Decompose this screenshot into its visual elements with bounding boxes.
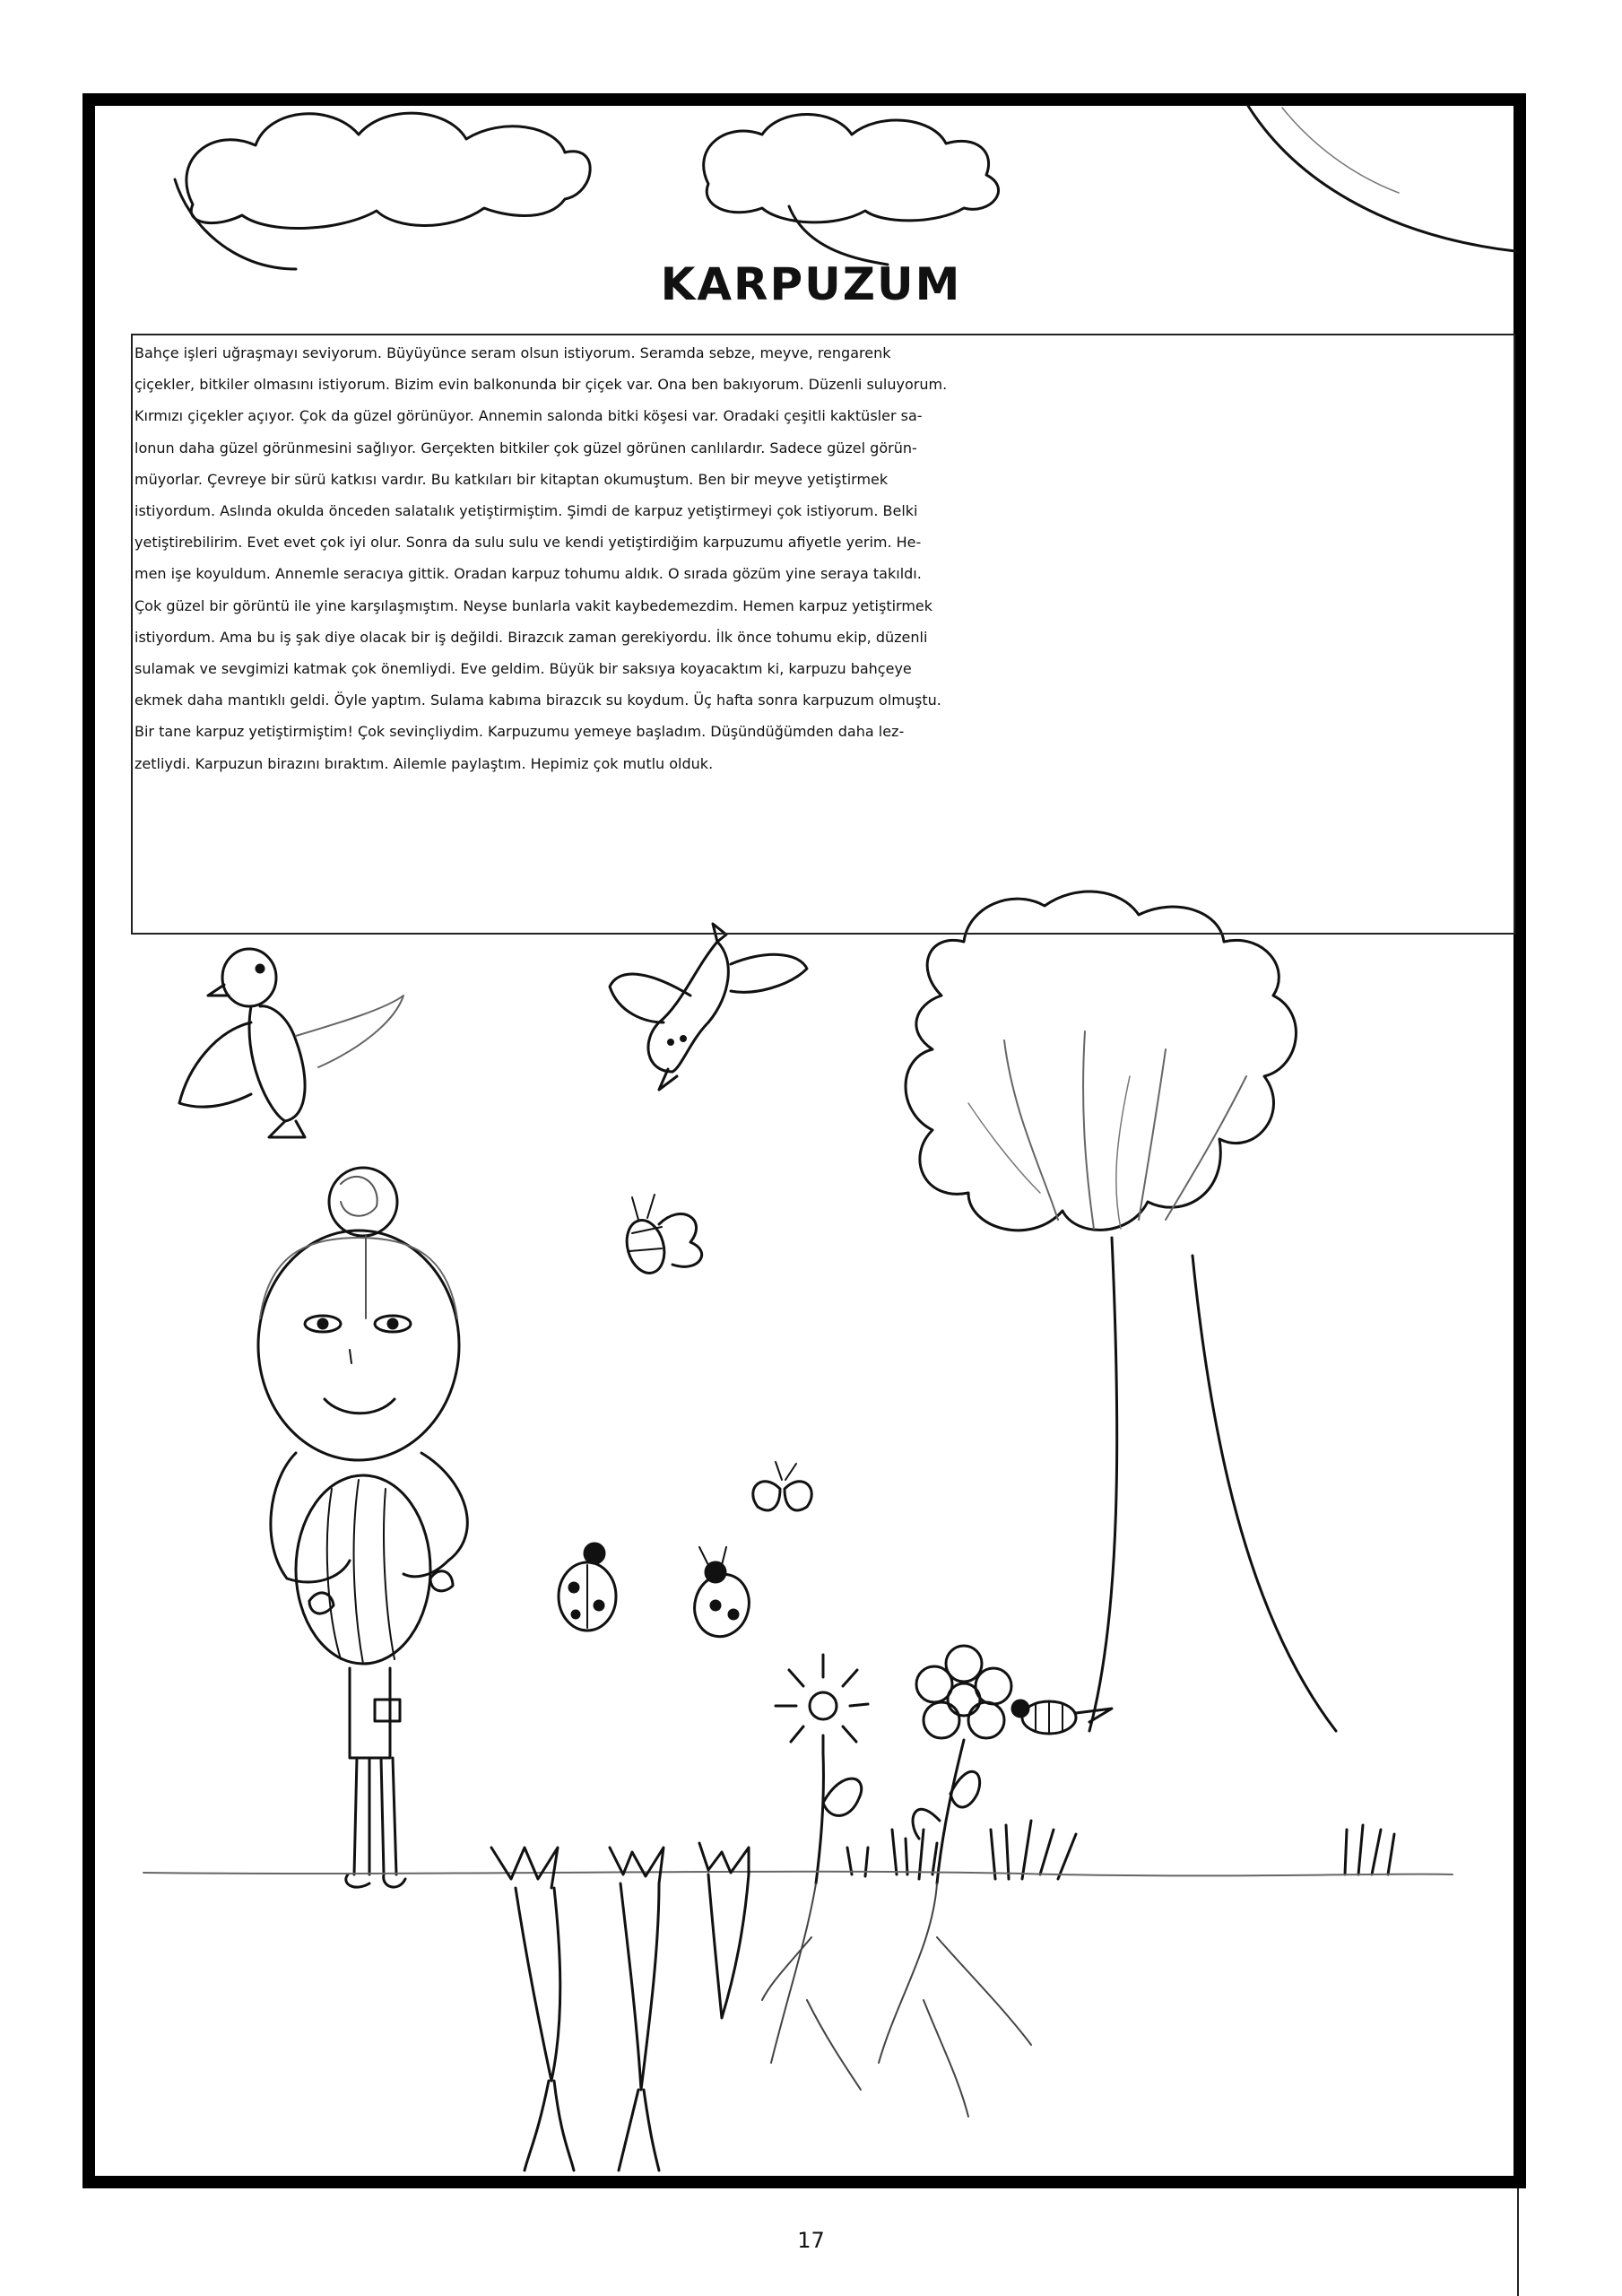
story-line: yetiştirebilirim. Evet evet çok iyi olur. Sonra da sulu sulu ve kendi yetiştirdiğim karpuzumu afiyetle yerim. He- [134,534,922,552]
bird-left [179,949,403,1137]
story-line: zetliydi. Karpuzun birazını bıraktım. Ailemle paylaştım. Hepimiz çok mutlu olduk. [134,754,714,772]
bee-top [621,1195,702,1277]
page-number: 17 [797,2228,825,2253]
sun-arc [1248,106,1515,251]
story-line: ekmek daha mantıklı geldi. Öyle yaptım. Sulama kabıma birazcık su koydum. Üç hafta sonra karpuzum olmuştu. [134,691,941,709]
story-line: Bahçe işleri uğraşmayı seviyorum. Büyüyünce seram olsun istiyorum. Seramda sebze, meyve, rengarenk [134,344,891,361]
flower-daisy [913,1646,1011,1883]
story-line: Çok güzel bir görüntü ile yine karşılaşmıştım. Neyse bunlarla vakit kaybedemezdim. Hemen karpuz yetiştirmek [134,596,933,614]
ground-line [143,1872,1453,1876]
flower-star [776,1655,868,1883]
butterfly [753,1462,811,1510]
page-title: KARPUZUM [660,258,962,310]
cloud-left [186,113,590,228]
story-line: istiyordum. Ama bu iş şak diye olacak bir iş değildi. Birazcık zaman gerekiyordu. İlk önce tohumu ekip, düzenli [134,628,928,646]
carrot-1 [491,1848,574,2170]
cloud-middle [704,115,999,222]
tree [906,891,1336,1731]
carrot-3 [699,1843,749,2018]
ladybug-left [559,1544,616,1631]
grass-tufts [847,1821,1394,1879]
girl-figure [258,1168,467,1887]
story-line: Kırmızı çiçekler açıyor. Çok da güzel görünüyor. Annemin salonda bitki köşesi var. Oradaki çeşitli kaktüsler sa- [134,407,923,425]
story-text-box [131,334,1515,935]
ladybug-right [688,1547,756,1643]
story-line: sulamak ve sevgimizi katmak çok önemliydi. Eve geldim. Büyük bir saksıya koyacaktım ki, karpuzu bahçeye [134,660,912,678]
cloud-left-tail [175,179,296,269]
carrot-2 [610,1848,664,2170]
roots [762,1883,1031,2117]
story-line: müyorlar. Çevreye bir sürü katkısı vardır. Bu katkıları bir kitaptan okumuştum. Ben bir meyve yetiştirmek [134,470,889,488]
story-line: çiçekler, bitkiler olmasını istiyorum. Bizim evin balkonunda bir çiçek var. Ona ben bakıyorum. Düzenli suluyorum. [134,376,948,394]
sun-ray [1282,108,1399,193]
bird-middle [610,924,807,1090]
story-line: istiyordum. Aslında okulda önceden salatalık yetiştirmiştim. Şimdi de karpuz yetiştirmeyi çok istiyorum. Belki [134,502,918,520]
story-line: lonun daha güzel görünmesini sağlıyor. Gerçekten bitkiler çok güzel görünen canlılardır. Sadece güzel görün- [134,439,917,457]
story-line: Bir tane karpuz yetiştirmiştim! Çok sevinçliydim. Karpuzumu yemeye başladım. Düşündüğümden daha lez- [134,723,905,741]
story-line: men işe koyuldum. Annemle seracıya gittik. Oradan karpuz tohumu aldık. O sırada gözüm yine seraya takıldı. [134,565,922,583]
margin-line [1517,2188,1519,2296]
